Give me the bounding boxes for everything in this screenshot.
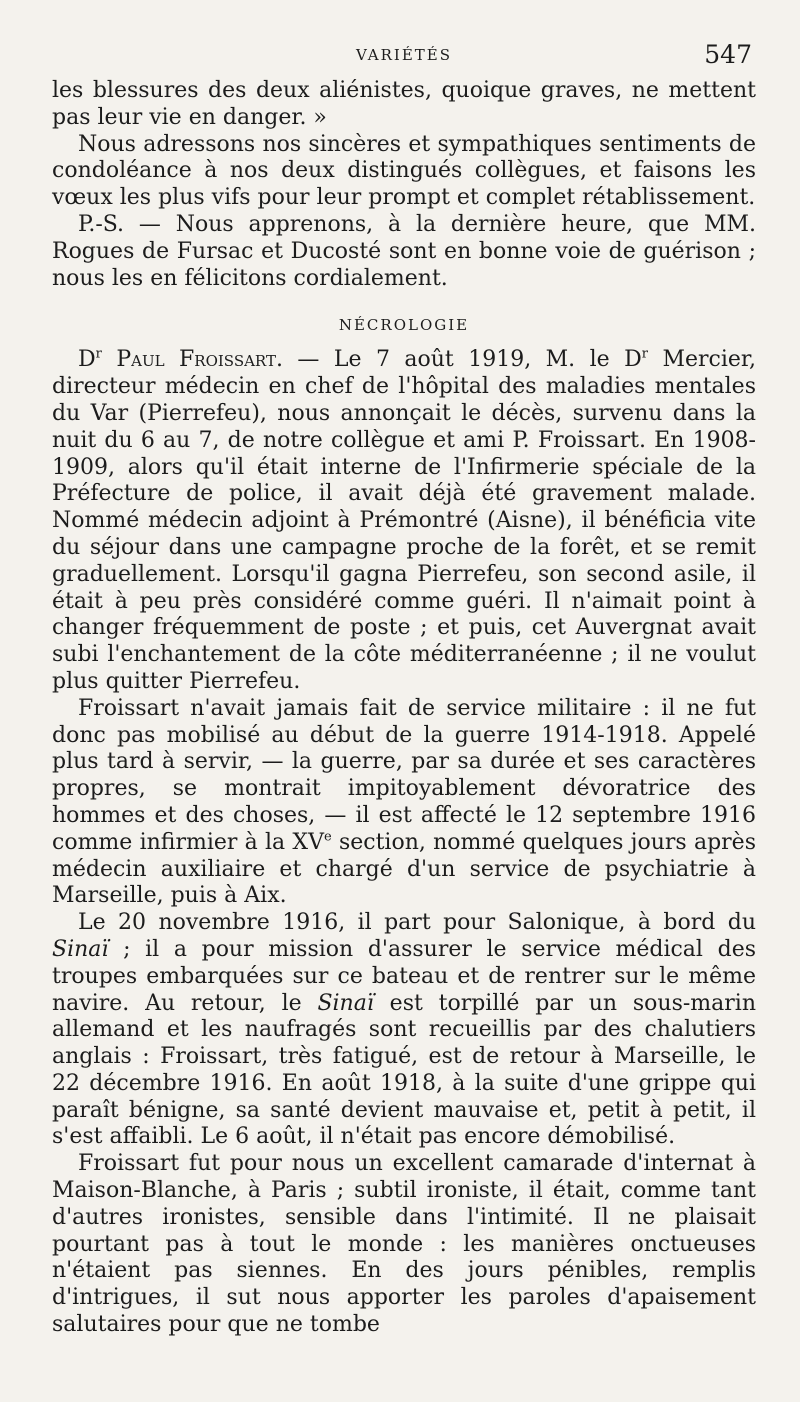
salonique-text-b: ; il a pour mission d'assurer le service médical des troupes embarquées sur ce bateau et de rentrer sur le même navire. Au retour, le (52, 936, 756, 1016)
military-text-a: Froissart n'avait jamais fait de service militaire : il ne fut donc pas mobilisé au début de la guerre 1914-1918. Appelé plus tard à servir, — la guerre, par sa durée et ses caractères propres, se montrait impitoyablement dévoratrice des hommes et des choses, — il est affecté le 12 septembre 1916 comme infirmier à la XV (52, 695, 756, 855)
ship-name: Sinaï (52, 936, 109, 962)
article-body (52, 78, 756, 1339)
salonique-text-c: est torpillé par un sous-marin allemand et les naufragés sont recueillis par des chalutiers anglais : Froissart, très fatigué, est de retour à Marseille, le 22 décembre 1916. En août 1918, à la suite d'une grippe qui paraît bénigne, sa santé devient mauvaise et, petit à petit, il s'est affaibli. Le 6 août, il n'était pas encore démobilisé. (52, 990, 756, 1150)
running-title: VARIÉTÉS (355, 46, 453, 64)
paragraph-salonique (52, 910, 756, 1151)
section-title: NÉCROLOGIE (338, 316, 470, 335)
doctor-abbrev: D (78, 347, 96, 373)
page-number: 547 (704, 40, 752, 69)
paragraph-tribute: Froissart fut pour nous un excellent camarade d'internat à Maison-Blanche, à Paris ; subtil ironiste, il était, comme tant d'autres ironistes, sensible dans l'intimité. Il ne plaisait pourtant pas à tout le monde : les manières onctueuses n'étaient pas siennes. En des jours pénibles, remplis d'intrigues, il sut nous apporter les paroles d'apaisement salutaires pour que ne tombe (52, 1151, 756, 1338)
ship-name-2: Sinaï (317, 990, 374, 1016)
obituary-text-a: — Le 7 août 1919, M. le D (282, 347, 642, 373)
running-header (52, 38, 756, 78)
paragraph-postscript: P.-S. — Nous apprenons, à la dernière heure, que MM. Rogues de Fursac et Ducosté sont en bonne voie de guérison ; nous les en félicitons cordialement. (52, 211, 756, 291)
military-text-b: section, nommé quelques jours après médecin auxiliaire et chargé d'un service de psychiatrie à Marseille, puis à Aix. (52, 829, 756, 909)
doctor-abbrev-sup: r (95, 347, 102, 363)
paragraph-military-service (52, 696, 756, 910)
paragraph-obituary-intro (52, 347, 756, 695)
salonique-text-a: Le 20 novembre 1916, il part pour Salonique, à bord du (78, 910, 756, 936)
section-ordinal-sup: e (323, 829, 332, 845)
doctor-abbrev-sup-2: r (641, 347, 649, 363)
paragraph-condolences: Nous adressons nos sincères et sympathiques sentiments de condoléance à nos deux distingués collègues, et faisons les vœux les plus vifs pour leur prompt et complet rétablissement. (52, 131, 756, 211)
deceased-name: Paul Froissart. (116, 347, 283, 373)
paragraph-continuation: les blessures des deux aliénistes, quoique graves, ne mettent pas leur vie en danger. » (52, 78, 756, 130)
obituary-text-b: Mercier, directeur médecin en chef de l'hôpital des maladies mentales du Var (Pierrefeu), nous annonçait le décès, survenu dans la nuit du 6 au 7, de notre collègue et ami P. Froissart. En 1908-1909, alors qu'il était interne de l'Infirmerie spéciale de la Préfecture de police, il avait déjà été gravement malade. Nommé médecin adjoint à Prémontré (Aisne), il bénéficia vite du séjour dans une campagne proche de la forêt, et se remit graduellement. Lorsqu'il gagna Pierrefeu, son second asile, il était à peu près considéré comme guéri. Il n'aimait point à changer fréquemment de poste ; et puis, cet Auvergnat avait subi l'enchantement de la côte méditerranéenne ; il ne voulut plus quitter Pierrefeu. (52, 347, 757, 694)
